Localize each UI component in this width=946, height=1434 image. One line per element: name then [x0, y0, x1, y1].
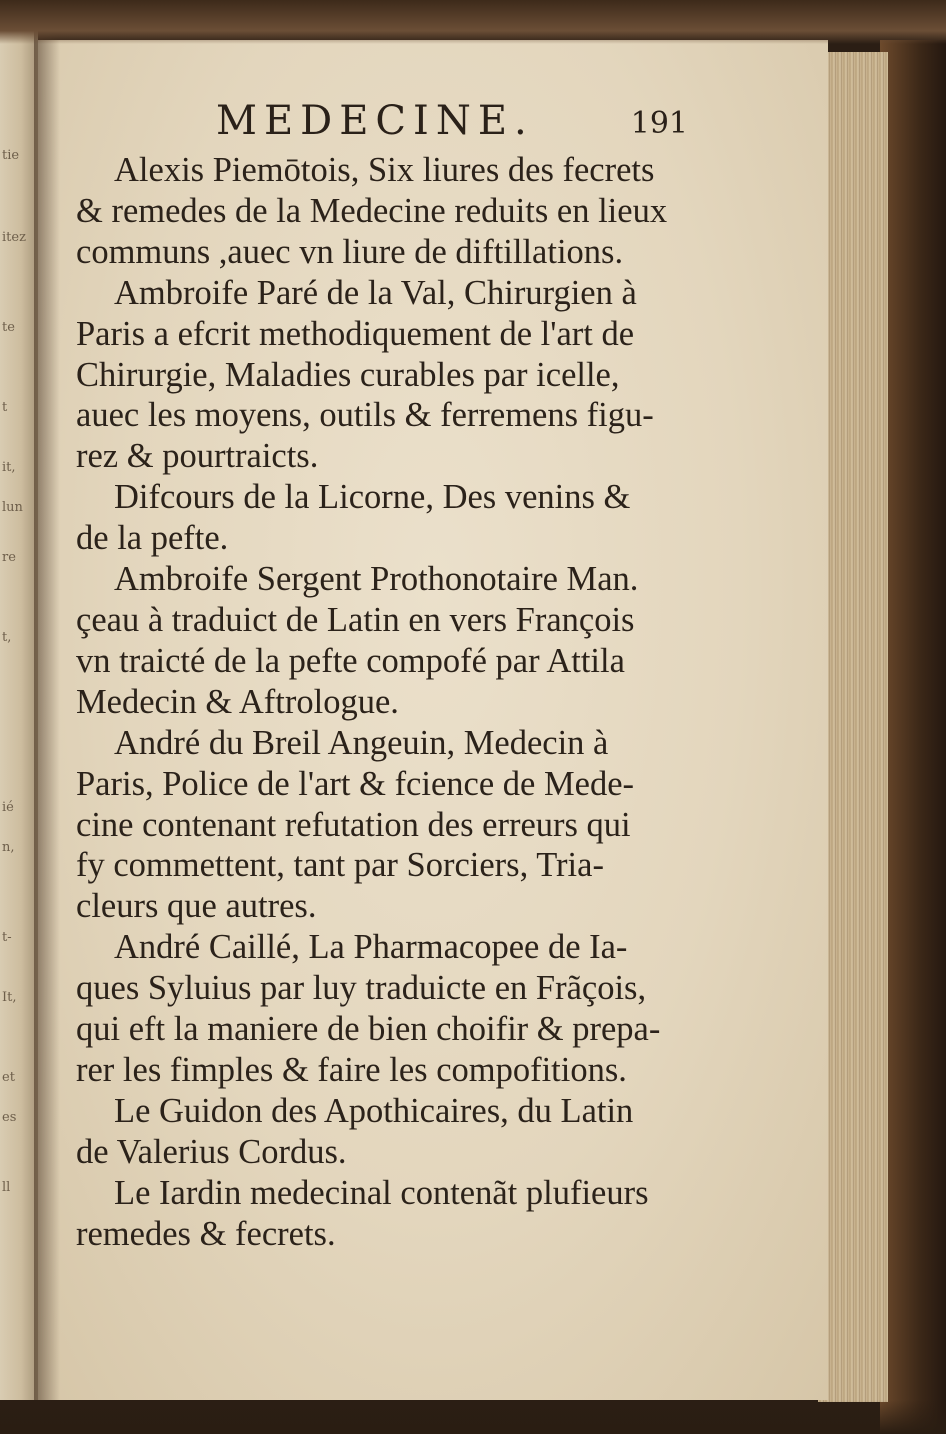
text-line: Alexis Piemōtois, Six liures des fecrets — [114, 151, 655, 189]
top-edge-shadow — [0, 0, 946, 44]
facing-page-fragment: ié — [2, 800, 14, 815]
bibliography-entry — [76, 559, 676, 723]
gutter-shadow — [34, 30, 60, 1400]
book-binding — [880, 40, 946, 1434]
facing-page-fragment: itez — [2, 230, 26, 245]
facing-page-fragment: it, — [2, 460, 16, 475]
text-line: fy commettent, tant par Sorciers, Tria- — [76, 846, 604, 885]
text-line: rez & pourtraicts. — [76, 437, 319, 476]
text-line: Chirurgie, Maladies curables par icelle, — [76, 355, 620, 394]
facing-page-fragment: lun — [2, 500, 23, 515]
text-line: cine contenant refutation des erreurs qui — [76, 805, 631, 844]
bibliography-entry — [76, 477, 676, 559]
text-line: & remedes de la Medecine reduits en lieux — [76, 191, 668, 230]
text-line: André Caillé, La Pharmacopee de Ia- — [114, 928, 628, 967]
text-line: Paris a efcrit methodiquement de l'art de — [76, 314, 635, 353]
bibliography-entry — [76, 1091, 676, 1173]
text-line: çeau à traduict de Latin en vers François — [76, 600, 635, 639]
bibliography-entry — [76, 723, 676, 928]
facing-page-fragment: t- — [2, 930, 12, 945]
text-line: qui eft la maniere de bien choifir & prepa- — [76, 1010, 661, 1049]
text-line: ques Syluius par luy traduicte en Frãçois, — [76, 969, 647, 1008]
page-header — [178, 98, 688, 148]
facing-page-fragment: It, — [2, 990, 17, 1005]
facing-page-fragment: ll — [2, 1180, 11, 1195]
text-line: Medecin & Aftrologue. — [76, 682, 399, 721]
text-line: Paris, Police de l'art & fcience de Mede- — [76, 764, 634, 803]
text-line: communs ,auec vn liure de diftillations. — [76, 232, 624, 271]
text-line: Ambroife Sergent Prothonotaire Man. — [114, 560, 639, 599]
facing-page-fragment: t, — [2, 630, 12, 645]
text-line: Le Guidon des Apothicaires, du Latin — [114, 1091, 634, 1130]
text-line: cleurs que autres. — [76, 887, 317, 926]
facing-page-fragment: t — [2, 400, 8, 415]
facing-page-fragment: et — [2, 1070, 15, 1085]
page-edges — [818, 52, 888, 1402]
facing-page-fragment: tie — [2, 148, 20, 163]
facing-page-fragment: n, — [2, 840, 15, 855]
text-line: Difcours de la Licorne, Des venins & — [114, 478, 631, 517]
text-line: rer les fimples & faire les compofitions. — [76, 1050, 627, 1089]
text-line: auec les moyens, outils & ferremens figu- — [76, 396, 654, 435]
page-body — [76, 150, 676, 1254]
text-line: de Valerius Cordus. — [76, 1132, 347, 1171]
running-head: MEDECINE. — [216, 98, 534, 144]
text-line: remedes & fecrets. — [76, 1214, 336, 1253]
bibliography-entry — [76, 273, 676, 478]
text-line: André du Breil Angeuin, Medecin à — [114, 723, 609, 762]
bibliography-entry — [76, 150, 676, 273]
text-line: de la pefte. — [76, 519, 229, 558]
facing-page-fragment: re — [2, 550, 16, 565]
facing-page-fragment: es — [2, 1110, 17, 1125]
text-line: Le Iardin medecinal contenãt plufieurs — [114, 1173, 649, 1212]
bottom-edge-shadow — [0, 1400, 946, 1434]
facing-page-fragment: te — [2, 320, 15, 335]
facing-page-stub — [0, 30, 38, 1400]
text-line: Ambroife Paré de la Val, Chirurgien à — [114, 273, 637, 312]
bibliography-entry — [76, 1173, 676, 1255]
bibliography-entry — [76, 927, 676, 1091]
text-line: vn traicté de la pefte compofé par Attila — [76, 641, 625, 680]
page-number: 191 — [630, 106, 688, 141]
